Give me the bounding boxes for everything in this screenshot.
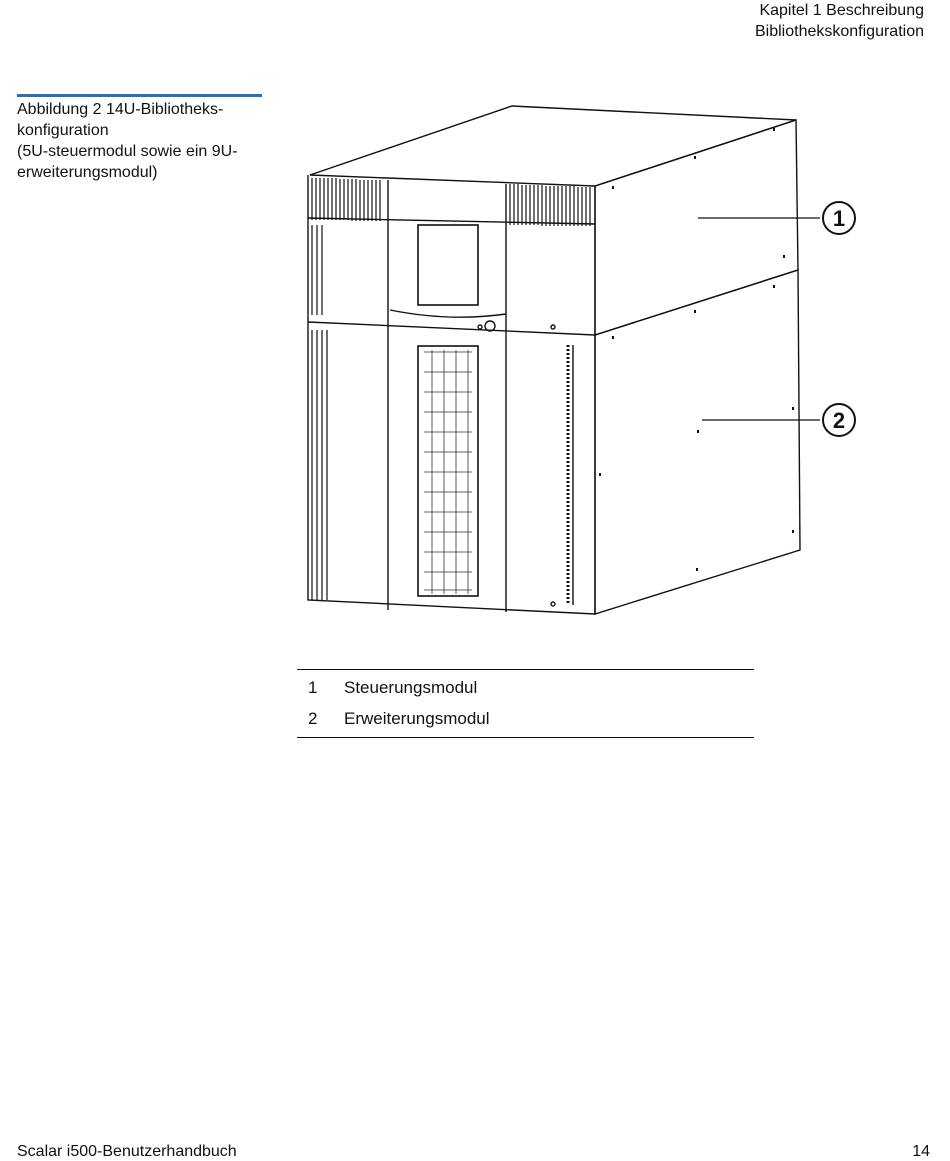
side-panel-lower: [595, 270, 800, 614]
figure-caption: [17, 99, 267, 183]
legend-table: [297, 669, 754, 738]
display-screen: [418, 225, 478, 305]
caption-line-4: erweiterungsmodul): [17, 164, 158, 181]
legend-row: [297, 701, 754, 737]
caption-line-2: konfiguration: [17, 122, 109, 139]
svg-text:2: 2: [832, 408, 846, 433]
page-number: 14: [912, 1143, 930, 1160]
legend-number: 1: [308, 678, 318, 697]
top-face: [310, 106, 796, 186]
library-illustration: [300, 100, 870, 620]
callout-2: [823, 404, 855, 436]
front-outline: [308, 175, 595, 614]
legend-label: Erweiterungsmodul: [344, 709, 490, 728]
page-header: [755, 0, 924, 42]
chapter-title: Kapitel 1 Beschreibung: [759, 2, 924, 19]
footer-title: Scalar i500-Benutzerhandbuch: [17, 1143, 237, 1160]
front-grille: [418, 346, 478, 596]
legend-row: [297, 670, 754, 701]
callout-1: [823, 202, 855, 234]
legend-number: 2: [308, 709, 318, 728]
power-button-icon: [485, 321, 495, 331]
caption-line-1: Abbildung 2 14U-Bibliotheks-: [17, 101, 224, 118]
caption-line-3: (5U-steuermodul sowie ein 9U-: [17, 143, 238, 160]
svg-text:1: 1: [832, 206, 846, 231]
legend-label: Steuerungsmodul: [344, 678, 478, 697]
section-title: Bibliothekskonfiguration: [755, 23, 924, 40]
figure-rule: [17, 94, 262, 97]
